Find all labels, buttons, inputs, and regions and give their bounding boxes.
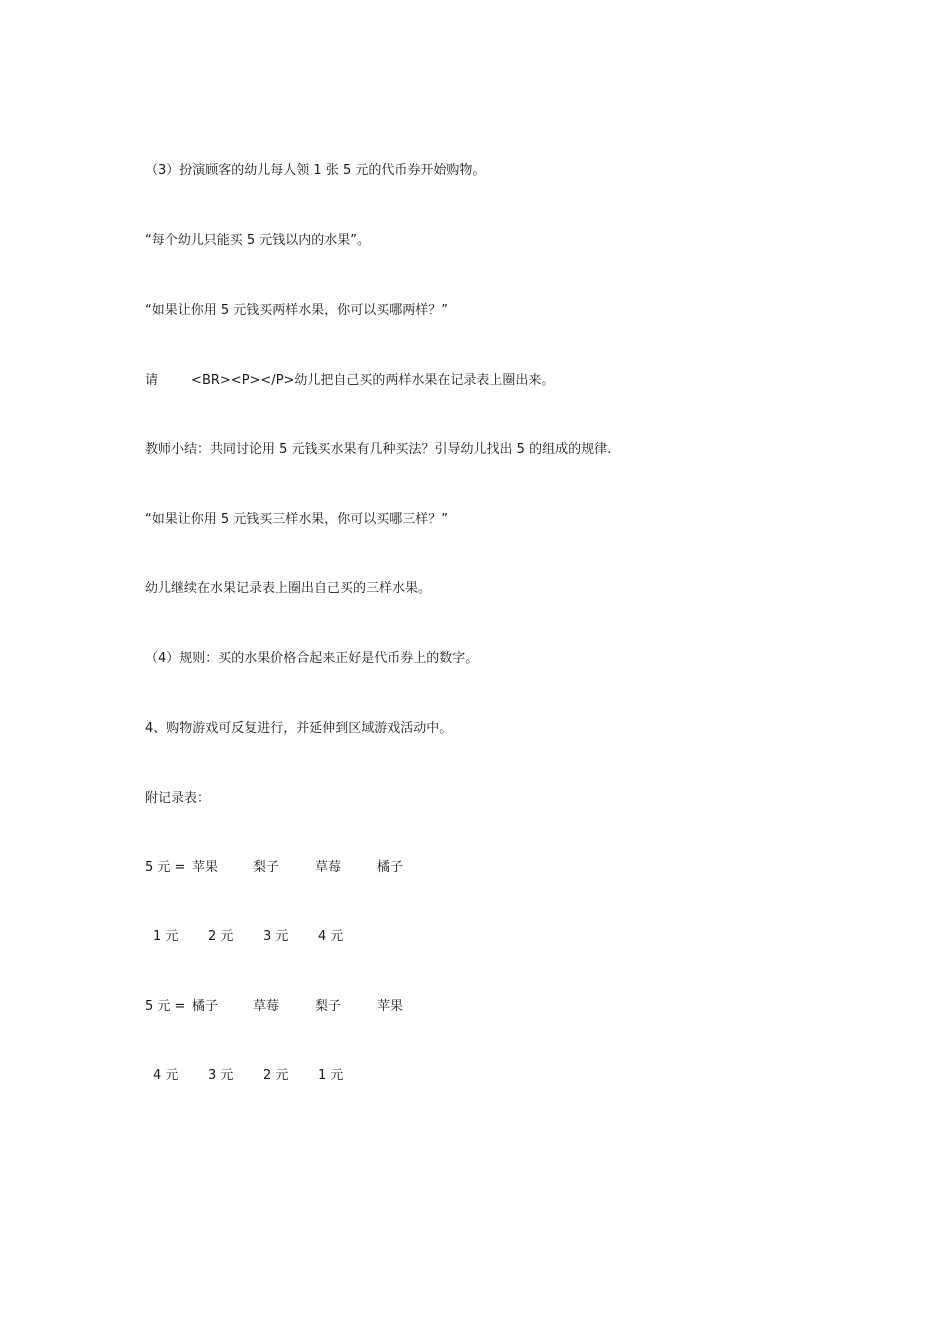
table-cell: 橘子: [192, 999, 219, 1014]
paragraph-step-4: 4、购物游戏可反复进行，并延伸到区域游戏活动中。: [145, 721, 453, 736]
table-cell: 苹果: [377, 999, 404, 1014]
paragraph-record-table-heading: 附记录表：: [145, 791, 211, 806]
paragraph-teacher-summary: 教师小结：共同讨论用 5 元钱买水果有几种买法？引导幼儿找出 5 的组成的规律.: [145, 442, 612, 457]
table-cell: 3 元: [208, 1068, 234, 1083]
table-cell: 梨子: [253, 860, 280, 875]
paragraph-step-3: （3）扮演顾客的幼儿每人领 1 张 5 元的代币券开始购物。: [145, 163, 486, 178]
table-cell: 1 元: [153, 929, 179, 944]
table-cell: 橘子: [377, 860, 404, 875]
table-cell: 草莓: [315, 860, 342, 875]
table-cell: 2 元: [263, 1068, 289, 1083]
paragraph-step-4-rule: （4）规则：买的水果价格合起来正好是代币券上的数字。: [145, 651, 479, 666]
table-cell: 草莓: [253, 999, 280, 1014]
paragraph-question-three: “如果让你用 5 元钱买三样水果，你可以买哪三样？”: [145, 512, 449, 527]
row-lead: 5 元 =: [145, 999, 186, 1014]
table-cell: 苹果: [192, 860, 219, 875]
paragraph-question-two: “如果让你用 5 元钱买两样水果，你可以买哪两样？”: [145, 303, 449, 318]
table-cell: 4 元: [153, 1068, 179, 1083]
table-cell: 3 元: [263, 929, 289, 944]
paragraph-circle-two: 请 <BR><P></P>幼儿把自己买的两样水果在记录表上圈出来。: [145, 373, 555, 388]
table-cell: 2 元: [208, 929, 234, 944]
paragraph-rule-quote: “每个幼儿只能买 5 元钱以内的水果”。: [145, 233, 371, 248]
table-cell: 1 元: [318, 1068, 344, 1083]
paragraph-circle-three: 幼儿继续在水果记录表上圈出自己买的三样水果。: [145, 581, 432, 596]
row-lead: 5 元 =: [145, 860, 186, 875]
table-cell: 4 元: [318, 929, 344, 944]
table-cell: 梨子: [315, 999, 342, 1014]
